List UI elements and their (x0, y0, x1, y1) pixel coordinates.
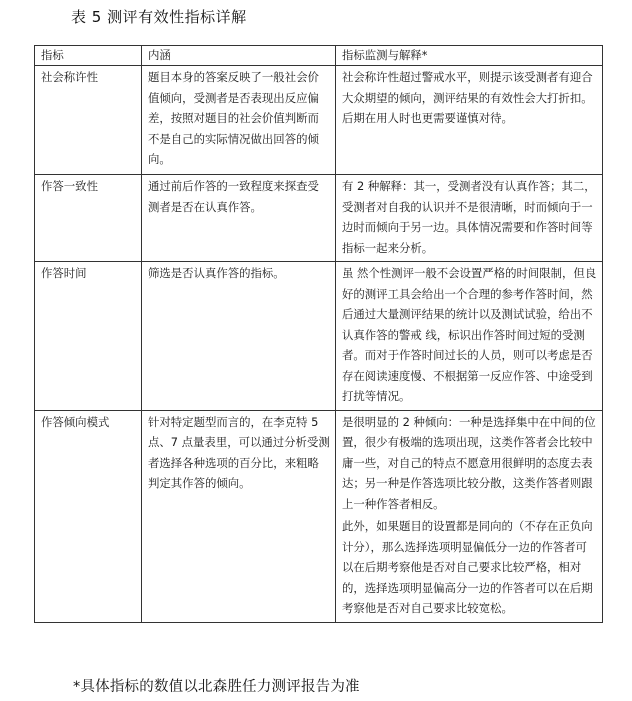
header-indicator: 指标 (35, 46, 142, 66)
table-row (35, 66, 603, 175)
footnote: *具体指标的数值以北森胜任力测评报告为准 (73, 679, 360, 695)
header-explanation: 指标监测与解释* (336, 46, 603, 66)
meaning-cell: 针对特定题型而言的，在李克特 5 点、7 点量表里，可以通过分析受测者选择各种选项的百分比，来粗略判定其作答的倾向。 (142, 410, 336, 622)
explanation-paragraph: 虽 然个性测评一般不会设置严格的时间限制，但良好的测评工具会给出一个合理的参考作答时间，然后通过大量测评结果的统计以及测试试验，给出不认真作答的警戒 线，标识出作答时间过短的受测者。而对于作答时间过长的人员，则可以考虑是否存在阅读速度慢、不根据第一反应作答、中途受到打扰等情况。 (342, 266, 597, 403)
explanation-cell (336, 66, 603, 175)
explanation-cell (336, 175, 603, 262)
explanation-paragraph: 有 2 种解释：其一，受测者没有认真作答；其二，受测者对自我的认识并不是很清晰，时而倾向于一边时而倾向于另一边。具体情况需要和作答时间等指标一起来分析。 (342, 179, 596, 255)
indicator-cell: 作答时间 (35, 262, 142, 411)
indicator-cell: 作答一致性 (35, 175, 142, 262)
table-row (35, 262, 603, 411)
explanation-paragraph: 此外，如果题目的设置都是同向的（不存在正负向计分），那么选择选项明显偏低分一边的作答者可以在后期考察他是否对自己要求比较严格，相对的，选择选项明显偏高分一边的作答者可以在后期考察他是否对自己要求比较宽松。 (342, 519, 593, 615)
explanation-paragraph: 社会称许性超过警戒水平，则提示该受测者有迎合大众期望的倾向，测评结果的有效性会大打折扣。后期在用人时也更需要谨慎对待。 (342, 70, 593, 125)
explanation-cell (336, 262, 603, 411)
table-row (35, 410, 603, 622)
indicator-cell: 社会称许性 (35, 66, 142, 175)
table-header-row (35, 46, 603, 66)
meaning-cell: 筛选是否认真作答的指标。 (142, 262, 336, 411)
table-title: 表 5 测评有效性指标详解 (71, 8, 247, 26)
explanation-paragraph: 是很明显的 2 种倾向：一种是选择集中在中间的位置，很少有极端的选项出现，这类作答者会比较中庸一些，对自己的特点不愿意用很鲜明的态度去表达；另一种是作答选项比较分散，这类作答者则跟上一种作答者相反。 (342, 414, 596, 511)
validity-indicators-table (34, 45, 603, 623)
meaning-cell: 题目本身的答案反映了一般社会价值倾向，受测者是否表现出反应偏差，按照对题目的社会价值判断而不是自己的实际情况做出回答的倾向。 (142, 66, 336, 175)
explanation-cell (336, 410, 603, 622)
header-meaning: 内涵 (142, 46, 336, 66)
table-row (35, 175, 603, 262)
meaning-cell: 通过前后作答的一致程度来探查受测者是否在认真作答。 (142, 175, 336, 262)
indicator-cell: 作答倾向模式 (35, 410, 142, 622)
